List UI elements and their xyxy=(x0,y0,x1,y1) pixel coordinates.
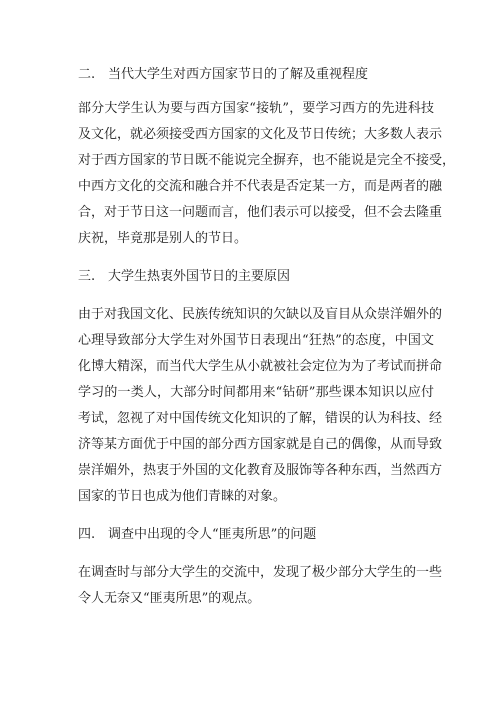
section-number: 三. xyxy=(78,269,96,284)
paragraph-line: 考试，忽视了对中国传统文化知识的了解，错误的认为科技、经 xyxy=(78,411,443,426)
paragraph-line: 庆祝，毕竟那是别人的节日。 xyxy=(78,231,248,246)
paragraph-line: 崇洋媚外，热衷于外国的文化教育及服饰等各种东西，当然西方 xyxy=(78,463,443,478)
document-page xyxy=(78,52,456,612)
paragraph-line: 合，对于节日这一问题而言，他们表示可以接受，但不会去隆重 xyxy=(78,205,443,220)
section-paragraph-4 xyxy=(78,560,443,612)
paragraph-line: 对于西方国家的节日既不能说完全摒弃，也不能说是完全不接受， xyxy=(78,153,456,168)
section-title: 调查中出现的令人“匪夷所思”的问题 xyxy=(108,527,317,542)
paragraph-line: 济等某方面优于中国的部分西方国家就是自己的偶像，从而导致 xyxy=(78,437,443,452)
paragraph-line: 化博大精深，而当代大学生从小就被社会定位为为了考试而拼命 xyxy=(78,359,443,374)
paragraph-line: 由于对我国文化、民族传统知识的欠缺以及盲目从众崇洋媚外的 xyxy=(78,307,443,322)
section-number: 二. xyxy=(78,67,96,82)
section-title: 当代大学生对西方国家节日的了解及重视程度 xyxy=(108,67,369,82)
paragraph-line: 及文化，就必须接受西方国家的文化及节日传统；大多数人表示 xyxy=(78,127,443,142)
paragraph-line: 心理导致部分大学生对外国节日表现出“狂热”的态度，中国文 xyxy=(78,333,434,348)
paragraph-line: 令人无奈又“匪夷所思”的观点。 xyxy=(78,591,261,606)
section-number: 四. xyxy=(78,527,96,542)
section-heading-2 xyxy=(78,64,434,86)
paragraph-line: 中西方文化的交流和融合并不代表是否定某一方，而是两者的融 xyxy=(78,179,443,194)
paragraph-line: 学习的一类人，大部分时间都用来“钻研”那些课本知识以应付 xyxy=(78,385,434,400)
section-heading-3 xyxy=(78,266,434,288)
section-paragraph-2 xyxy=(78,96,456,252)
section-heading-4 xyxy=(78,524,434,546)
section-paragraph-3 xyxy=(78,302,443,510)
paragraph-line: 在调查时与部分大学生的交流中，发现了极少部分大学生的一些 xyxy=(78,565,443,580)
paragraph-line: 部分大学生认为要与西方国家“接轨”，要学习西方的先进科技 xyxy=(78,101,434,116)
paragraph-line: 国家的节日也成为他们青睐的对象。 xyxy=(78,489,287,504)
section-title: 大学生热衷外国节日的主要原因 xyxy=(108,269,291,284)
